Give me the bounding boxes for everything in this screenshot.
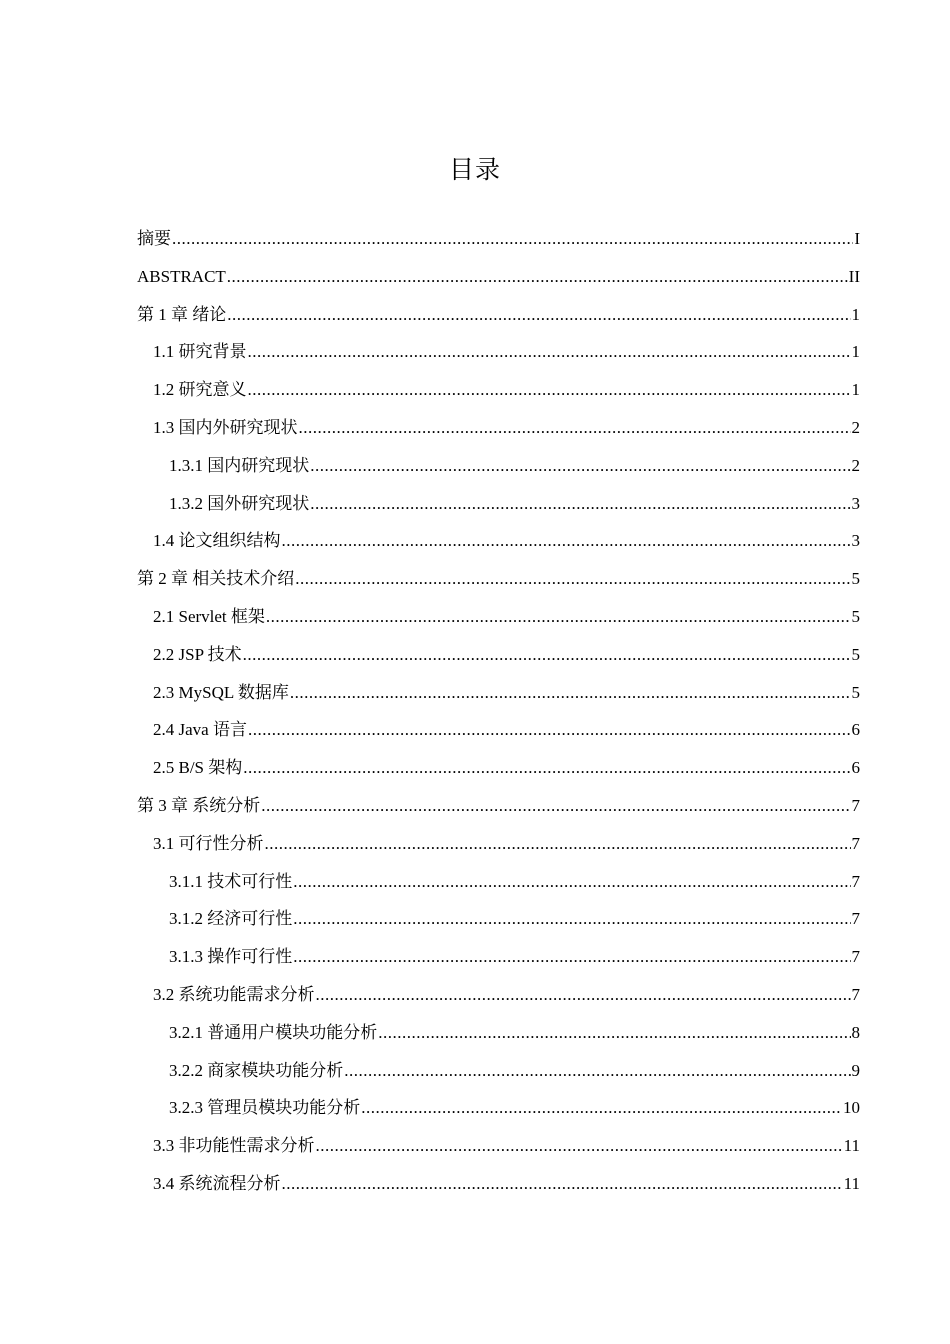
toc-leader-dots <box>243 640 851 670</box>
toc-leader-dots <box>316 980 851 1010</box>
toc-entry-page-number: 3 <box>851 531 860 551</box>
toc-entry[interactable] <box>137 791 860 829</box>
toc-leader-dots <box>310 451 850 481</box>
toc-entry[interactable] <box>137 602 860 640</box>
toc-entry-label: 3.2 系统功能需求分析 <box>153 984 315 1004</box>
toc-entry[interactable] <box>137 337 860 375</box>
toc-entry-page-number: 7 <box>851 909 860 929</box>
toc-entry[interactable] <box>137 526 860 564</box>
toc-entry[interactable] <box>137 678 860 716</box>
toc-leader-dots <box>316 1131 843 1161</box>
toc-entry-page-number: 3 <box>851 493 860 513</box>
toc-entry-page-number: 6 <box>851 720 860 740</box>
toc-entry[interactable] <box>137 262 860 300</box>
toc-title: 目录 <box>448 155 501 184</box>
toc-leader-dots <box>261 791 850 821</box>
toc-entry-label: 第 2 章 相关技术介绍 <box>137 569 295 589</box>
toc-leader-dots <box>290 678 851 708</box>
toc-entry-label: 1.2 研究意义 <box>153 380 247 400</box>
toc-entry-page-number: 1 <box>851 342 860 362</box>
toc-leader-dots <box>293 942 850 972</box>
toc-entry-page-number: 5 <box>851 606 860 626</box>
toc-entry[interactable] <box>137 1056 860 1094</box>
toc-entry-label: 第 1 章 绪论 <box>137 304 227 324</box>
toc-entry-label: 3.2.2 商家模块功能分析 <box>169 1060 344 1080</box>
toc-entry[interactable] <box>137 640 860 678</box>
toc-entry-page-number: 11 <box>843 1173 860 1193</box>
toc-leader-dots <box>172 224 853 254</box>
toc-entry[interactable] <box>137 451 860 489</box>
toc-leader-dots <box>310 489 850 519</box>
toc-leader-dots <box>293 904 850 934</box>
toc-entry[interactable] <box>137 564 860 602</box>
toc-leader-dots <box>282 526 851 556</box>
toc-entry-page-number: 7 <box>851 947 860 967</box>
toc-leader-dots <box>248 715 851 745</box>
toc-leader-dots <box>243 753 850 783</box>
toc-entry-label: 第 3 章 系统分析 <box>137 795 261 815</box>
toc-entry-page-number: 9 <box>851 1060 860 1080</box>
toc-entry-page-number: 10 <box>843 1098 860 1118</box>
toc-entry-page-number: 7 <box>851 833 860 853</box>
toc-entry-page-number: 7 <box>851 871 860 891</box>
toc-entry[interactable] <box>137 715 860 753</box>
toc-entry-label: 2.4 Java 语言 <box>153 720 247 740</box>
toc-entry-label: 摘要 <box>137 229 171 248</box>
toc-entry[interactable] <box>137 300 860 338</box>
toc-entry-label: 3.2.1 普通用户模块功能分析 <box>169 1022 378 1042</box>
toc-entry[interactable] <box>137 829 860 867</box>
toc-entry[interactable] <box>137 489 860 527</box>
toc-entry-page-number: 11 <box>843 1136 860 1156</box>
toc-entry-label: 1.3.2 国外研究现状 <box>169 493 310 513</box>
toc-entry-page-number: 6 <box>851 758 860 778</box>
toc-leader-dots <box>282 1169 843 1199</box>
toc-leader-dots <box>344 1056 850 1086</box>
toc-leader-dots <box>293 867 850 897</box>
toc-leader-dots <box>248 375 851 405</box>
toc-entry-label: 2.1 Servlet 框架 <box>153 606 265 626</box>
toc-entry-page-number: 1 <box>851 380 860 400</box>
toc-leader-dots <box>295 564 850 594</box>
toc-entry[interactable] <box>137 1093 860 1131</box>
toc-entry-label: 2.3 MySQL 数据库 <box>153 682 289 702</box>
toc-entry[interactable] <box>137 980 860 1018</box>
toc-entry-label: 1.4 论文组织结构 <box>153 531 281 551</box>
toc-entry-page-number: 5 <box>851 682 860 702</box>
toc-entry-label: 1.3 国内外研究现状 <box>153 417 298 437</box>
toc-entry-label: 2.2 JSP 技术 <box>153 644 242 664</box>
toc-leader-dots <box>361 1093 842 1123</box>
toc-entry-label: 1.1 研究背景 <box>153 342 247 362</box>
toc-entry-page-number: 1 <box>851 304 860 324</box>
toc-entry[interactable] <box>137 753 860 791</box>
toc-entry[interactable] <box>137 904 860 942</box>
toc-entry-page-number: 7 <box>851 795 860 815</box>
toc-entry-page-number: 5 <box>851 569 860 589</box>
toc-entry[interactable] <box>137 942 860 980</box>
toc-entry-page-number: II <box>848 266 860 286</box>
toc-entry-label: 2.5 B/S 架构 <box>153 758 243 778</box>
toc-entry-label: 3.4 系统流程分析 <box>153 1173 281 1193</box>
toc-entry-label: 3.3 非功能性需求分析 <box>153 1136 315 1156</box>
toc-entry-page-number: 7 <box>851 984 860 1004</box>
toc-leader-dots <box>378 1018 850 1048</box>
toc-leader-dots <box>265 829 851 859</box>
toc-entry-page-number: I <box>854 229 860 248</box>
toc-leader-dots <box>266 602 851 632</box>
toc-entry-label: 3.1.1 技术可行性 <box>169 871 293 891</box>
toc-leader-dots <box>248 337 851 367</box>
toc-entry-label: 3.1 可行性分析 <box>153 833 264 853</box>
toc-entry[interactable] <box>137 224 860 262</box>
toc-entry-page-number: 2 <box>851 455 860 475</box>
toc-leader-dots <box>299 413 851 443</box>
toc-entry-label: 3.1.2 经济可行性 <box>169 909 293 929</box>
toc-leader-dots <box>227 300 850 330</box>
toc-entry[interactable] <box>137 375 860 413</box>
toc-entry-page-number: 5 <box>851 644 860 664</box>
toc-entry[interactable] <box>137 1169 860 1207</box>
toc-entry-label: 1.3.1 国内研究现状 <box>169 455 310 475</box>
toc-entry-label: 3.1.3 操作可行性 <box>169 947 293 967</box>
toc-entry-page-number: 8 <box>851 1022 860 1042</box>
toc-entry-page-number: 2 <box>851 417 860 437</box>
toc-entry-label: ABSTRACT <box>137 266 226 286</box>
toc-leader-dots <box>227 262 848 292</box>
toc-entry[interactable] <box>137 1018 860 1056</box>
toc-entry[interactable] <box>137 1131 860 1169</box>
toc-entry[interactable] <box>137 413 860 451</box>
toc-entry-label: 3.2.3 管理员模块功能分析 <box>169 1098 361 1118</box>
toc-list <box>137 224 860 1207</box>
toc-entry[interactable] <box>137 867 860 905</box>
